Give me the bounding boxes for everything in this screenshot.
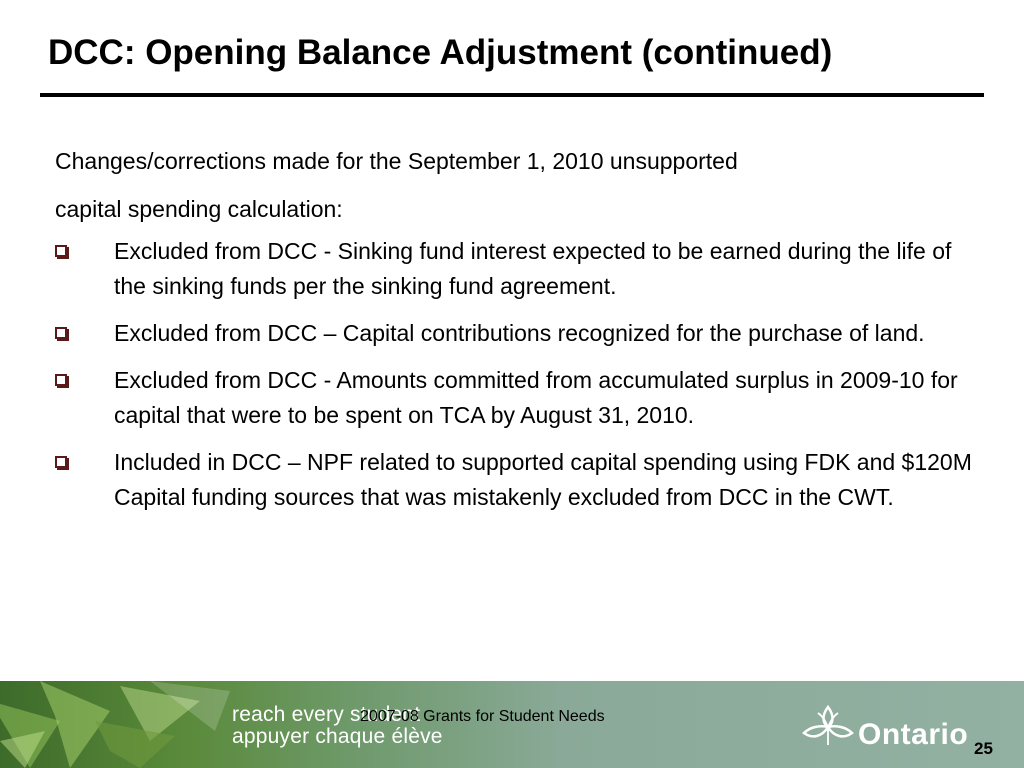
ontario-wordmark: Ontario [858,718,969,751]
bullet-text: Excluded from DCC - Sinking fund interest expected to be earned during the life of the sinking funds per the sinking fund agreement. [114,238,952,299]
bullet-item [55,316,985,351]
title-underline [40,93,984,97]
bullet-item [55,363,985,433]
intro-text [55,137,955,233]
intro-line-2: capital spending calculation: [55,196,343,222]
bullet-text: Excluded from DCC – Capital contributions recognized for the purchase of land. [114,320,925,346]
bullet-text: Included in DCC – NPF related to supported capital spending using FDK and $120M Capital funding sources that was mistakenly excluded from DCC in the CWT. [114,449,972,510]
bullet-list [55,234,985,527]
ontario-logo [800,703,980,749]
slide-title: DCC: Opening Balance Adjustment (continued) [48,33,833,72]
bullet-item [55,234,985,304]
hollow-square-bullet-icon [55,245,67,257]
hollow-square-bullet-icon [55,327,67,339]
footer-caption: 2007-08 Grants for Student Needs [360,708,605,725]
page-number: 25 [974,739,993,758]
trillium-icon [800,703,856,749]
hollow-square-bullet-icon [55,456,67,468]
slogan-english: reach every student [232,703,421,726]
footer-band [0,681,1024,768]
intro-line-1: Changes/corrections made for the September 1, 2010 unsupported [55,148,738,174]
bullet-text: Excluded from DCC - Amounts committed from accumulated surplus in 2009-10 for capital that were to be spent on TCA by August 31, 2010. [114,367,958,428]
decorative-star-graphic [0,681,230,768]
bullet-item [55,445,985,515]
hollow-square-bullet-icon [55,374,67,386]
slogan-french: appuyer chaque élève [232,725,443,748]
